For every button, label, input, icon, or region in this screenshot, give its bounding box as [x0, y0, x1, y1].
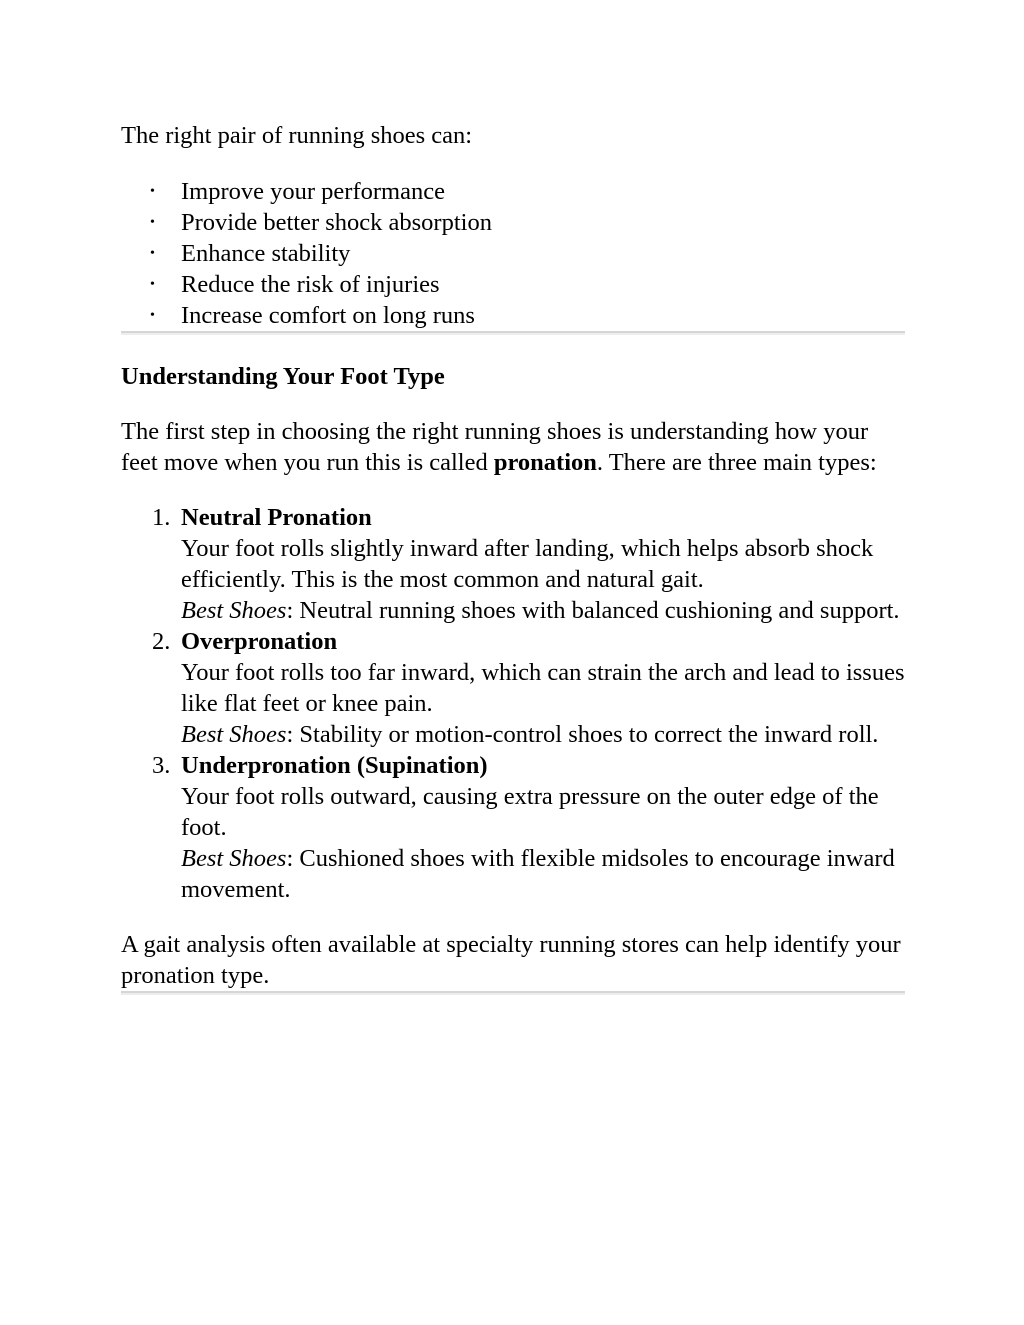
benefits-list	[121, 176, 906, 331]
list-item-text: Enhance stability	[181, 240, 351, 267]
list-item	[152, 626, 906, 750]
bullet-icon: •	[150, 215, 155, 230]
best-shoes-label: Best Shoes	[181, 845, 287, 872]
list-item	[150, 238, 906, 269]
list-item	[152, 750, 906, 905]
bullet-icon: •	[150, 277, 155, 292]
document-page	[121, 120, 906, 995]
type-name: Underpronation (Supination)	[181, 752, 488, 779]
list-item	[150, 207, 906, 238]
pronation-term: pronation	[493, 449, 597, 476]
best-shoes-label: Best Shoes	[181, 721, 287, 748]
list-item-text: Provide better shock absorption	[181, 209, 492, 236]
type-description: Your foot rolls slightly inward after landing, which helps absorb shock efficiently. This is the most common and natural gait.	[181, 535, 874, 593]
closing-paragraph: A gait analysis often available at specialty running stores can help identify your pronation type.	[121, 931, 901, 989]
paragraph-text-end: . There are three main types:	[596, 449, 877, 476]
list-item	[150, 176, 906, 207]
section-heading: Understanding Your Foot Type	[121, 363, 445, 390]
type-description: Your foot rolls too far inward, which can strain the arch and lead to issues like flat feet or knee pain.	[181, 659, 905, 717]
list-number: 1.	[152, 504, 171, 531]
best-shoes-text: : Stability or motion-control shoes to correct the inward roll.	[286, 721, 879, 748]
intro-text: The right pair of running shoes can:	[121, 122, 473, 149]
bullet-icon: •	[150, 308, 155, 323]
bullet-icon: •	[150, 246, 155, 261]
list-item-text: Reduce the risk of injuries	[181, 271, 440, 298]
best-shoes-text: : Cushioned shoes with flexible midsoles to encourage inward movement.	[181, 845, 895, 903]
best-shoes-line	[181, 595, 906, 626]
list-number: 3.	[152, 752, 171, 779]
best-shoes-line	[181, 843, 906, 905]
paragraph-text-start: The first step in choosing the right running shoes is understanding how your feet move when you run this is called	[121, 418, 869, 476]
section-divider	[121, 331, 905, 335]
list-item-text: Improve your performance	[181, 178, 445, 205]
type-name: Neutral Pronation	[181, 504, 372, 531]
pronation-paragraph	[121, 416, 906, 478]
list-item-text: Increase comfort on long runs	[181, 302, 475, 329]
section-divider	[121, 991, 905, 995]
best-shoes-text: : Neutral running shoes with balanced cushioning and support.	[286, 597, 900, 624]
type-description: Your foot rolls outward, causing extra pressure on the outer edge of the foot.	[181, 783, 879, 841]
list-item	[152, 502, 906, 626]
best-shoes-label: Best Shoes	[181, 597, 287, 624]
list-item	[150, 269, 906, 300]
best-shoes-line	[181, 719, 906, 750]
pronation-types-list	[121, 502, 906, 905]
bullet-icon: •	[150, 184, 155, 199]
type-name: Overpronation	[181, 628, 338, 655]
list-item	[150, 300, 906, 331]
list-number: 2.	[152, 628, 171, 655]
